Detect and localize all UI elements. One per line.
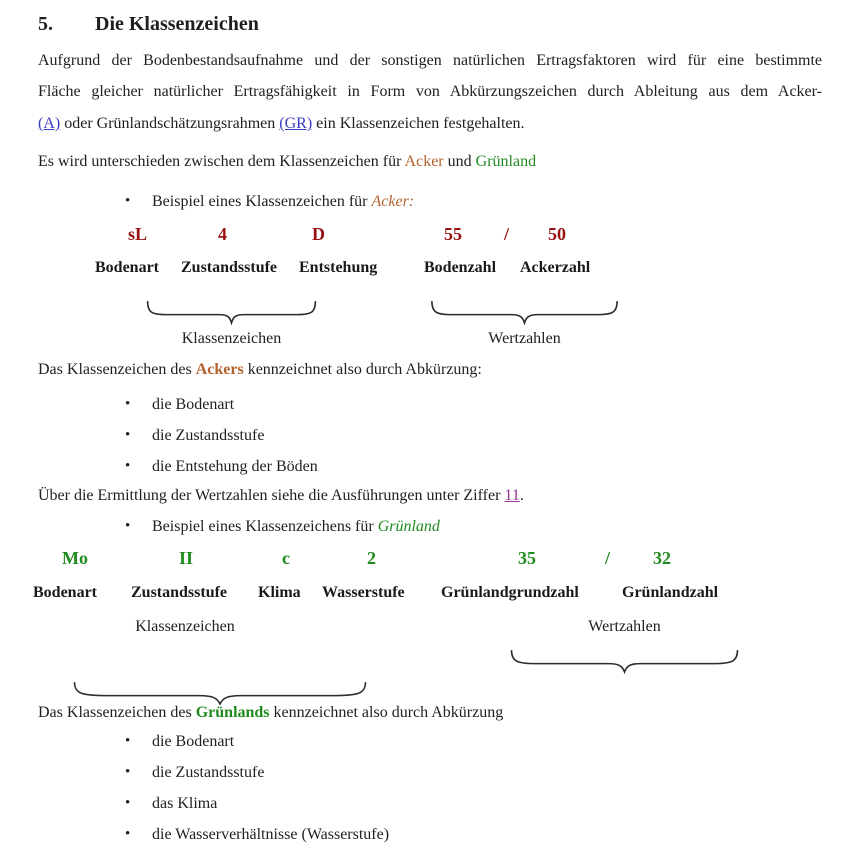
acker-code-entstehung: D	[312, 224, 325, 244]
acker-code-bodenzahl: 55	[444, 224, 462, 244]
link-ziffer-11[interactable]: 11	[504, 487, 520, 504]
acker-term: Acker	[404, 153, 444, 170]
acker-code-zustandsstufe: 4	[218, 224, 227, 244]
gruenland-header-bodenart: Bodenart	[33, 584, 97, 601]
acker-code-bodenart: sL	[128, 224, 148, 244]
underbrace-klassenzeichen-acker	[145, 298, 318, 325]
wertzahlen-note-pre: Über die Ermittlung der Wertzahlen siehe die Ausführungen unter Ziffer	[38, 487, 505, 504]
acker-list-item-entstehung	[125, 458, 318, 476]
distinction-sentence	[38, 153, 822, 171]
gruenland-summary	[38, 704, 822, 722]
list-item-text: die Wasserverhältnisse (Wasserstufe)	[152, 826, 390, 843]
bullet-icon: •	[125, 764, 131, 780]
list-item-text: die Bodenart	[152, 733, 235, 750]
wertzahlen-note-post: .	[519, 487, 524, 504]
wertzahlen-note	[38, 487, 822, 505]
acker-header-ackerzahl: Ackerzahl	[520, 259, 591, 276]
gruenland-code-klima: c	[282, 548, 290, 568]
intro-line-3	[38, 115, 822, 133]
bullet-beispiel-gruenland	[125, 518, 440, 536]
label-klassenzeichen-gruenland: Klassenzeichen	[135, 618, 235, 635]
gruenlands-term: Grünlands	[195, 704, 270, 721]
intro-line-3-mid: oder Grünlandschätzungsrahmen	[60, 115, 280, 132]
underbrace-wertzahlen-gruenland	[508, 647, 741, 674]
intro-line-2: Fläche gleicher natürlicher Ertragsfähigkeit in Form von Abkürzungszeichen durch Ableitung aus dem Acker-	[38, 83, 822, 100]
gruenland-list-item-zustandsstufe	[125, 764, 264, 782]
bullet-icon: •	[125, 458, 131, 474]
bullet-icon: •	[125, 733, 131, 749]
gruenland-code-wasserstufe: 2	[367, 548, 376, 568]
gruenland-header-gruenlandzahl: Grünlandzahl	[622, 584, 719, 601]
beispiel-gruenland-pre: Beispiel eines Klassenzeichens für	[152, 518, 378, 535]
gruenland-code-slash: /	[605, 548, 611, 568]
acker-list-item-zustandsstufe	[125, 427, 264, 445]
gruenland-example-diagram	[0, 548, 849, 706]
gruenland-term: Grünland	[475, 153, 537, 170]
gruenland-code-gruenlandgrundzahl: 35	[518, 548, 536, 568]
intro-line-3-end: ein Klassenzeichen festgehalten.	[312, 115, 525, 132]
acker-summary	[38, 361, 822, 379]
acker-header-bodenart: Bodenart	[95, 259, 159, 276]
label-wertzahlen-acker: Wertzahlen	[488, 330, 561, 347]
acker-summary-pre: Das Klassenzeichen des	[38, 361, 196, 378]
distinction-mid: und	[443, 153, 476, 170]
label-klassenzeichen-acker: Klassenzeichen	[181, 330, 282, 347]
underbrace-wertzahlen-acker	[429, 298, 620, 325]
link-gruenlandschaetzungsrahmen[interactable]: (GR)	[279, 115, 313, 132]
bullet-icon: •	[125, 826, 131, 842]
acker-code-ackerzahl: 50	[548, 224, 566, 244]
acker-example-diagram	[0, 224, 849, 356]
acker-summary-post: kennzeichnet also durch Abkürzung:	[243, 361, 482, 378]
gruenland-list-item-klima	[125, 795, 217, 813]
label-wertzahlen-gruenland: Wertzahlen	[588, 618, 661, 635]
bullet-icon: •	[125, 193, 131, 209]
gruenland-header-gruenlandgrundzahl: Grünlandgrundzahl	[441, 584, 579, 601]
section-heading	[38, 13, 259, 36]
acker-code-slash: /	[504, 224, 510, 244]
distinction-pre: Es wird unterschieden zwischen dem Klassenzeichen für	[38, 153, 405, 170]
gruenland-list-item-bodenart	[125, 733, 234, 751]
gruenland-header-klima: Klima	[258, 584, 301, 601]
intro-line-1: Aufgrund der Bodenbestandsaufnahme und der sonstigen natürlichen Ertragsfaktoren wird für eine bestimmte	[38, 52, 822, 69]
bullet-beispiel-acker	[125, 193, 414, 211]
list-item-text: die Zustandsstufe	[152, 764, 265, 781]
acker-header-zustandsstufe: Zustandsstufe	[181, 259, 278, 276]
beispiel-acker-pre: Beispiel eines Klassenzeichen für	[152, 193, 372, 210]
underbrace-klassenzeichen-gruenland	[70, 679, 370, 706]
bullet-icon: •	[125, 396, 131, 412]
gruenland-code-gruenlandzahl: 32	[653, 548, 671, 568]
acker-header-bodenzahl: Bodenzahl	[424, 259, 497, 276]
gruenland-code-zustandsstufe: II	[179, 548, 194, 568]
bullet-icon: •	[125, 427, 131, 443]
bullet-icon: •	[125, 795, 131, 811]
list-item-text: die Bodenart	[152, 396, 235, 413]
beispiel-gruenland-term: Grünland	[377, 518, 440, 535]
gruenland-header-wasserstufe: Wasserstufe	[322, 584, 405, 601]
section-number: 5.	[38, 13, 53, 35]
gruenland-header-zustandsstufe: Zustandsstufe	[131, 584, 228, 601]
list-item-text: die Zustandsstufe	[152, 427, 265, 444]
section-title: Die Klassenzeichen	[95, 13, 259, 35]
bullet-icon: •	[125, 518, 131, 534]
acker-header-entstehung: Entstehung	[299, 259, 378, 276]
list-item-text: das Klima	[152, 795, 218, 812]
list-item-text: die Entstehung der Böden	[152, 458, 318, 475]
gruenland-code-bodenart: Mo	[62, 548, 88, 568]
bullet-text	[152, 518, 440, 536]
acker-list-item-bodenart	[125, 396, 234, 414]
ackers-term: Ackers	[195, 361, 244, 378]
gruenland-summary-post: kennzeichnet also durch Abkürzung	[269, 704, 504, 721]
gruenland-list-item-wasserverhaeltnisse	[125, 826, 389, 844]
beispiel-acker-term: Acker:	[371, 193, 415, 210]
link-ackerschaetzungsrahmen[interactable]: (A)	[38, 115, 61, 132]
gruenland-summary-pre: Das Klassenzeichen des	[38, 704, 196, 721]
bullet-text	[152, 193, 414, 211]
